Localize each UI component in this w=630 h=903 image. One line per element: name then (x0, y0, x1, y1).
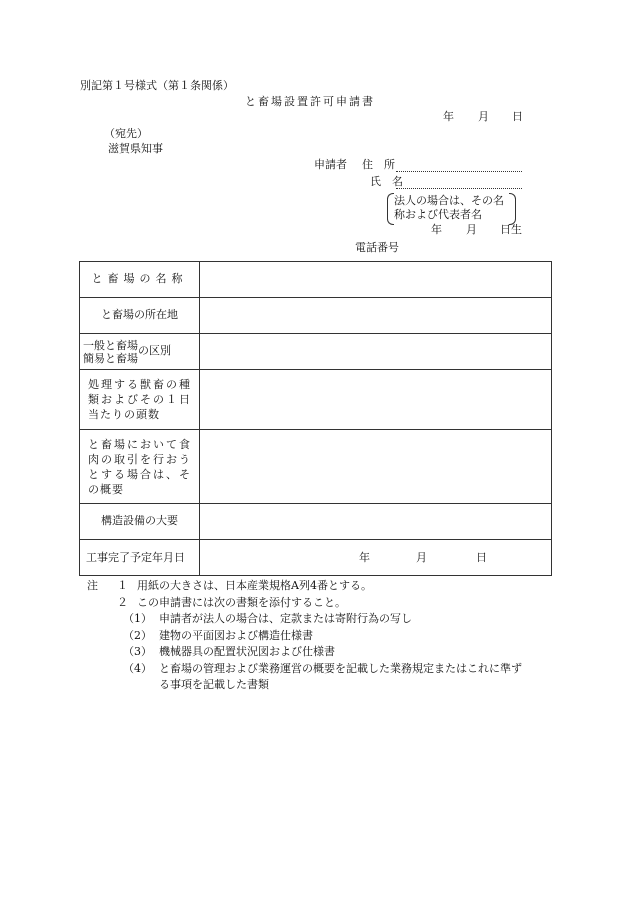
table-row (80, 370, 552, 430)
name-field[interactable] (396, 188, 522, 189)
right-bracket (509, 193, 516, 225)
note-text: この申請書には次の書類を添付すること。 (137, 595, 346, 609)
subitem-text: 申請者が法人の場合は、定款または寄附行為の写し (159, 612, 412, 625)
corp-note-line2: 称および代表者名 (394, 208, 482, 221)
submission-date-month: 月 (478, 110, 489, 123)
row-value-trade[interactable] (200, 430, 552, 504)
row-value-livestock[interactable] (200, 370, 552, 430)
page-title: と畜場設置許可申請書 (245, 95, 375, 108)
notes-prefix: 注 (87, 579, 98, 592)
note-subitem (87, 611, 412, 628)
address-field[interactable] (396, 171, 522, 172)
addressee-name: 滋賀県知事 (108, 142, 163, 155)
completion-day: 日 (476, 551, 487, 564)
left-bracket (387, 193, 394, 225)
row-label-livestock: 処理する獣畜の種類およびその１日当たりの頭数 (80, 370, 200, 430)
classification-suffix: の区別 (138, 344, 171, 358)
birth-year: 年 (431, 223, 442, 236)
classification-simple: 簡易と畜場 (83, 351, 138, 365)
note-item (87, 578, 372, 595)
table-row (80, 430, 552, 504)
table-row (80, 334, 552, 370)
corp-note-line1: 法人の場合は、その名 (394, 194, 504, 207)
note-text: 用紙の大きさは、日本産業規格A列4番とする。 (137, 579, 372, 592)
note-number: １ (117, 579, 128, 592)
subitem-text: と畜場の管理および業務運営の概要を記載した業務規定またはこれに準ず (159, 661, 522, 675)
addressee-label: （宛先） (104, 127, 148, 140)
subitem-text: 機械器具の配置状況図および仕様書 (159, 645, 335, 658)
subitem-number: （2） (123, 628, 152, 642)
row-value-completion-date[interactable] (200, 540, 552, 576)
form-id: 別記第１号様式（第１条関係） (80, 79, 234, 92)
subitem-text-cont: る事項を記載した書類 (159, 678, 269, 691)
subitem-text: 建物の平面図および構造仕様書 (159, 628, 313, 642)
note-subitem-continuation (87, 677, 269, 694)
row-label-completion-date: 工事完了予定年月日 (80, 540, 200, 576)
note-subitem (87, 661, 522, 678)
row-label-structure: 構造設備の大要 (80, 504, 200, 540)
note-item (87, 595, 346, 612)
row-label-name: と畜場の名称 (80, 262, 200, 298)
notes-section (87, 578, 522, 694)
subitem-number: （1） (123, 612, 152, 625)
application-table (79, 261, 552, 576)
subitem-number: （4） (123, 661, 152, 675)
row-value-classification[interactable] (200, 334, 552, 370)
name-label: 氏 名 (370, 175, 403, 188)
birth-month: 月 (466, 223, 477, 236)
submission-date-day: 日 (512, 110, 523, 123)
row-label-classification (80, 334, 200, 370)
address-label: 住 所 (362, 158, 395, 171)
note-subitem (87, 644, 335, 661)
table-row (80, 540, 552, 576)
completion-year: 年 (359, 551, 370, 564)
table-row (80, 298, 552, 334)
completion-month: 月 (416, 551, 427, 564)
row-label-trade: と畜場において食肉の取引を行おうとする場合は、その概要 (80, 430, 200, 504)
note-subitem (87, 628, 313, 645)
row-value-name[interactable] (200, 262, 552, 298)
applicant-role: 申請者 (314, 158, 347, 171)
table-row (80, 504, 552, 540)
classification-general: 一般と畜場 (83, 338, 138, 352)
row-value-location[interactable] (200, 298, 552, 334)
note-number: ２ (117, 595, 128, 609)
subitem-number: （3） (123, 645, 152, 658)
row-value-structure[interactable] (200, 504, 552, 540)
row-label-location: と畜場の所在地 (80, 298, 200, 334)
table-row (80, 262, 552, 298)
submission-date-year: 年 (443, 110, 454, 123)
birth-day: 日生 (500, 223, 522, 236)
phone-label: 電話番号 (355, 241, 399, 254)
